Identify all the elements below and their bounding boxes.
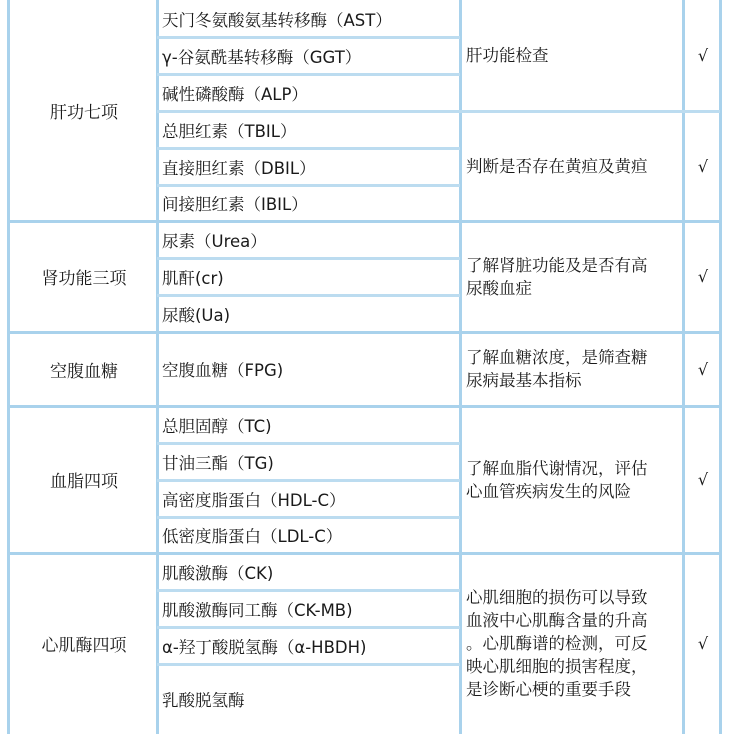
item-divider (157, 442, 460, 445)
description-cell: 判断是否存在黄疸及黄疸 (466, 156, 648, 176)
test-item: 乳酸脱氢酶 (162, 691, 245, 710)
item-divider (157, 110, 460, 113)
category-cell: 血脂四项 (50, 472, 118, 492)
description-cell: 了解血糖浓度，是筛查糖 尿病最基本指标 (466, 348, 648, 390)
test-item: 肌酸激酶（CK) (162, 563, 274, 583)
item-divider (157, 147, 460, 150)
item-divider (157, 294, 460, 297)
check-mark: √ (697, 359, 709, 379)
item-divider (157, 36, 460, 39)
check-mark: √ (697, 156, 709, 176)
item-divider (157, 184, 460, 187)
test-item: 天门冬氨酸氨基转移酶（AST） (162, 10, 392, 30)
category-cell: 肝功七项 (50, 103, 118, 123)
column-border (7, 0, 10, 734)
item-divider (157, 663, 460, 666)
description-cell: 了解血脂代谢情况，评估 心血管疾病发生的风险 (466, 458, 648, 501)
check-mark: √ (697, 470, 709, 489)
description-cell: 肝功能检查 (466, 46, 549, 65)
test-item: 甘油三酯（TG) (162, 453, 274, 473)
test-item: 直接胆红素（DBIL） (162, 158, 316, 178)
item-divider (157, 257, 460, 260)
category-cell: 肾功能三项 (41, 269, 127, 289)
description-divider (460, 110, 720, 113)
test-item: γ-谷氨酰基转移酶（GGT） (162, 47, 362, 67)
test-item: 肌酸激酶同工酶（CK-MB) (162, 600, 353, 620)
check-mark: √ (697, 267, 709, 286)
item-divider (157, 626, 460, 629)
test-item: 肌酐(cr) (162, 268, 224, 288)
test-item: 总胆红素（TBIL） (162, 121, 297, 141)
test-item: 高密度脂蛋白（HDL-C） (162, 490, 346, 510)
item-divider (157, 589, 460, 592)
test-item: 总胆固醇（TC) (162, 416, 272, 436)
test-item: 空腹血糖（FPG) (162, 361, 284, 380)
item-divider (157, 479, 460, 482)
item-divider (157, 516, 460, 519)
item-divider (157, 73, 460, 76)
description-cell: 心肌细胞的损伤可以导致 血液中心肌酶含量的升高 。心肌酶谱的检测，可反 映心肌细胞的损害程度， 是诊断心梗的重要手段 (466, 588, 648, 699)
description-cell: 了解肾脏功能及是否有高 尿酸血症 (466, 255, 648, 298)
test-item: 尿酸(Ua) (162, 305, 231, 325)
test-item: α-羟丁酸脱氢酶（α-HBDH) (162, 637, 367, 657)
check-mark: √ (697, 634, 709, 653)
category-cell: 空腹血糖 (50, 361, 118, 382)
test-item: 低密度脂蛋白（LDL-C） (162, 527, 343, 546)
test-item: 碱性磷酸酶（ALP） (162, 84, 308, 104)
test-item: 间接胆红素（IBIL） (162, 195, 308, 214)
check-mark: √ (697, 46, 709, 65)
test-item: 尿素（Urea） (162, 231, 267, 251)
category-cell: 心肌酶四项 (41, 636, 127, 656)
